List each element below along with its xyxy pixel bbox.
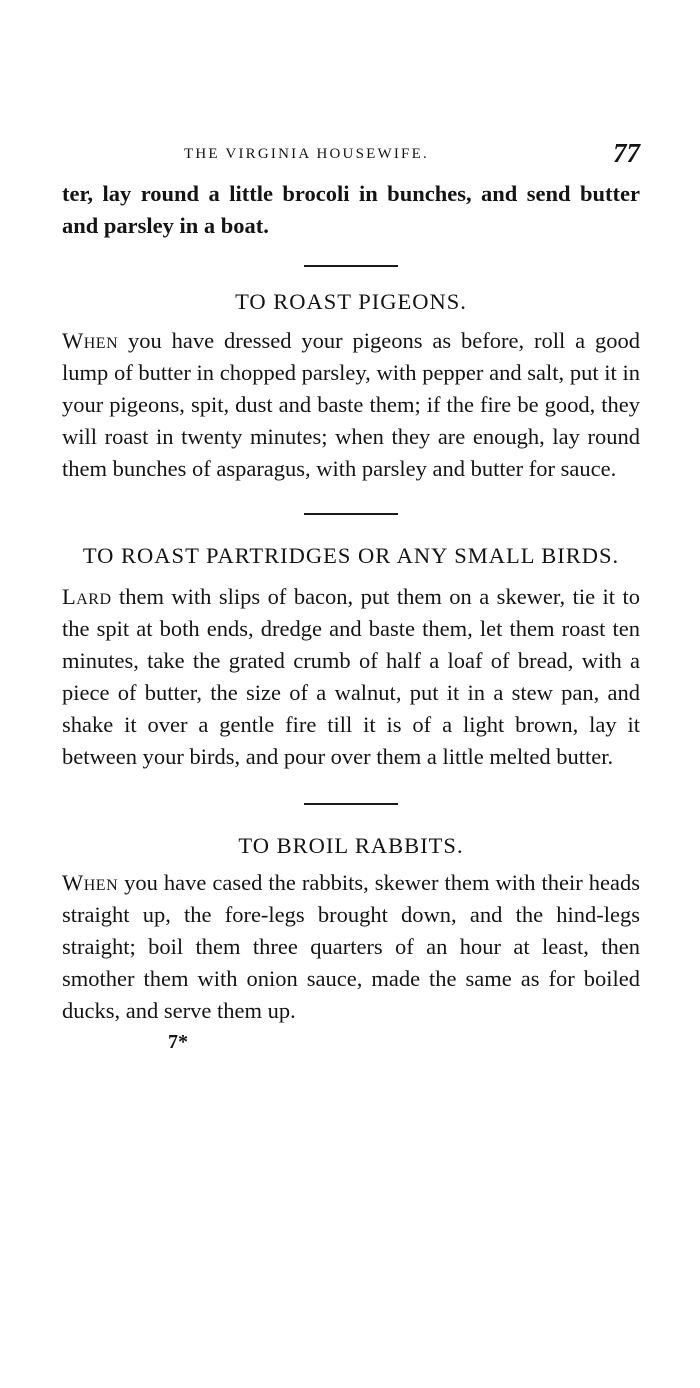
recipe-text: them with slips of bacon, put them on a skewer, tie it to the spit at both ends, dredge and baste them, let them roast ten minutes, take the grated crumb of half a loaf of bread, with a piece of butter, the size of a walnut, put it in a stew pan, and shake it over a gentle fire till it is of a light brown, lay it between your birds, and pour over them a little melted butter.: [62, 584, 640, 769]
running-title: THE VIRGINIA HOUSEWIFE.: [184, 146, 429, 162]
lead-word: When: [62, 870, 119, 895]
page-number: 77: [613, 138, 640, 168]
lead-word: Lard: [62, 584, 112, 609]
running-head: [62, 138, 640, 178]
section-title-roast-partridges: TO ROAST PARTRIDGES OR ANY SMALL BIRDS.: [82, 543, 620, 568]
recipe-text: you have cased the rabbits, skewer them with their heads straight up, the fore-legs brought down, and the hind-legs straight; boil them three quarters of an hour at least, then smother them with onion sauce, made the same as for boiled ducks, and serve them up.: [62, 870, 640, 1023]
recipe-text: you have dressed your pigeons as before, roll a good lump of butter in chopped parsley, with pepper and salt, put it in your pigeons, spit, dust and baste them; if the fire be good, they will roast in twenty minutes; when they are enough, lay round them bunches of asparagus, with parsley and butter for sauce.: [62, 328, 640, 481]
lead-word: When: [62, 328, 119, 353]
book-page: [62, 138, 640, 1057]
recipe-paragraph-roast-partridges: [62, 581, 640, 773]
signature-mark: 7*: [168, 1031, 188, 1053]
section-divider: [304, 265, 398, 267]
section-divider: [304, 513, 398, 515]
continuation-paragraph: ter, lay round a little brocoli in bunches, and send butter and parsley in a boat.: [62, 181, 640, 238]
section-title-roast-pigeons: TO ROAST PIGEONS.: [235, 289, 467, 314]
recipe-paragraph-roast-pigeons: [62, 325, 640, 485]
recipe-paragraph-broil-rabbits: [62, 867, 640, 1027]
section-divider: [304, 803, 398, 805]
section-title-broil-rabbits: TO BROIL RABBITS.: [238, 833, 464, 858]
